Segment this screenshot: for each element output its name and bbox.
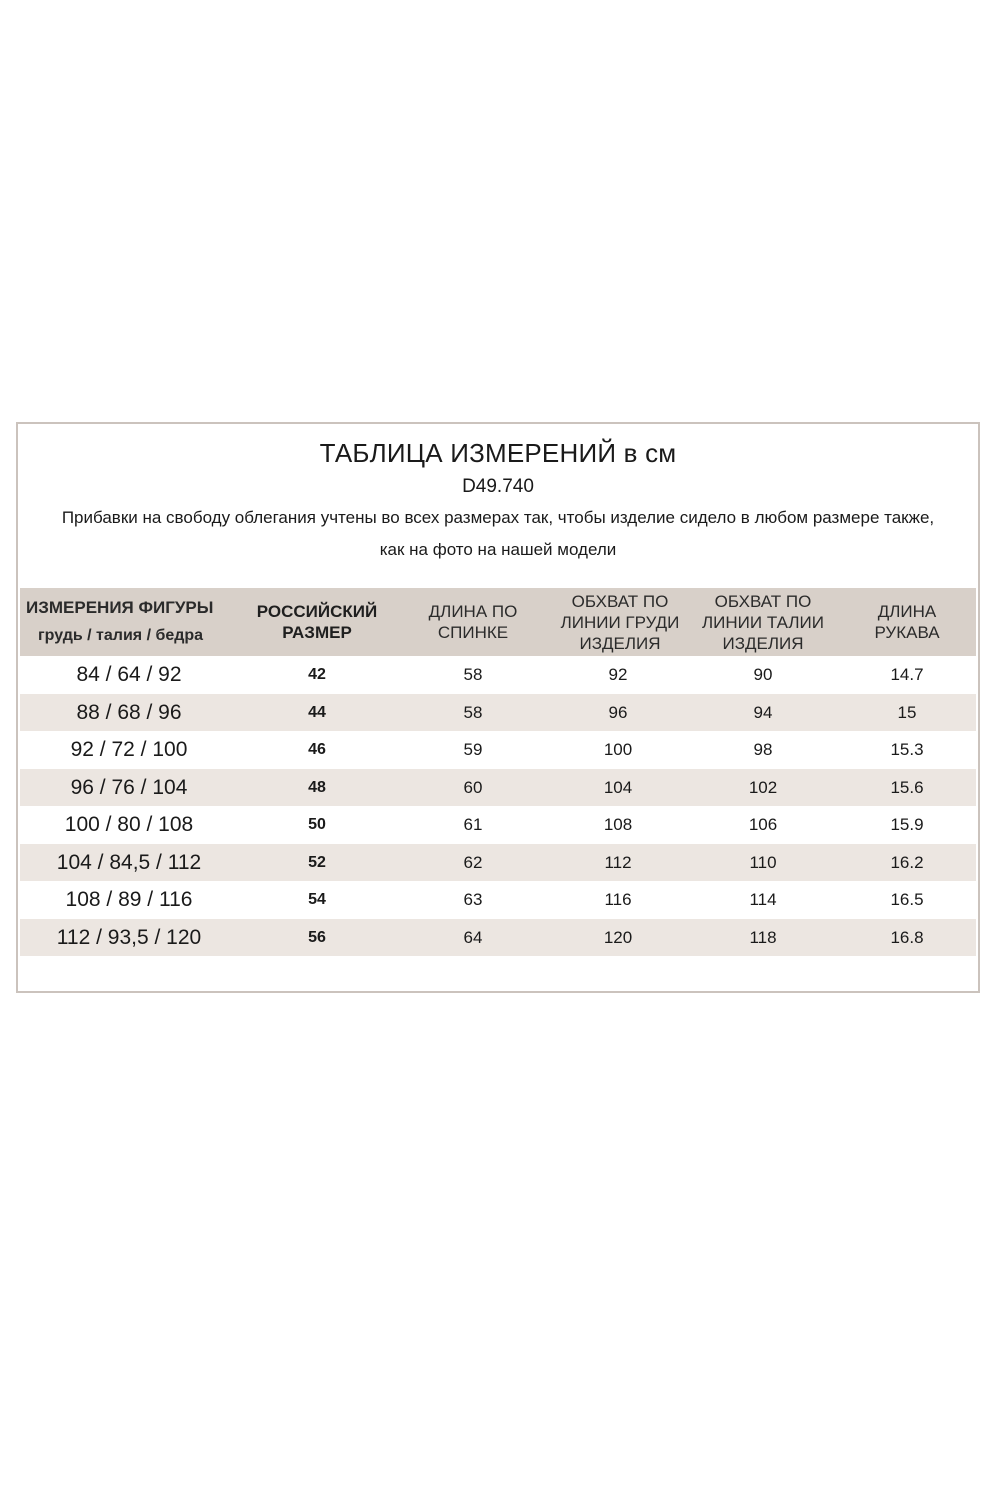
cell-waist-girth: 106 bbox=[748, 815, 778, 834]
chart-title: ТАБЛИЦА ИЗМЕРЕНИЙ в см bbox=[319, 438, 677, 468]
cell-back-length: 60 bbox=[463, 777, 483, 797]
cell-chest-girth: 120 bbox=[603, 927, 633, 947]
table-row bbox=[20, 844, 976, 882]
product-code: D49.740 bbox=[462, 476, 534, 497]
header-waist-girth-line-2: ЛИНИИ ТАЛИИ bbox=[702, 612, 824, 632]
cell-figure: 88 / 68 / 96 bbox=[76, 700, 182, 724]
fit-note-line-1: Прибавки на свободу облегания учтены во всех размерах так, чтобы изделие сидело в любом размере также, bbox=[61, 508, 935, 527]
table-row bbox=[20, 881, 976, 919]
table-body bbox=[20, 656, 976, 956]
cell-waist-girth: 114 bbox=[749, 890, 777, 909]
fit-note bbox=[18, 502, 978, 566]
cell-sleeve-length: 15 bbox=[897, 702, 917, 722]
cell-back-length: 64 bbox=[463, 927, 483, 947]
cell-chest-girth: 112 bbox=[604, 852, 632, 872]
cell-chest-girth: 108 bbox=[603, 815, 633, 834]
cell-sleeve-length: 16.2 bbox=[890, 852, 924, 872]
cell-size: 54 bbox=[308, 891, 326, 908]
header-chest-girth-line-3: ИЗДЕЛИЯ bbox=[579, 633, 661, 653]
header-waist-girth-line-1: ОБХВАТ ПО bbox=[714, 591, 812, 611]
cell-sleeve-length: 15.9 bbox=[890, 815, 924, 834]
header-sleeve-length-line-1: ДЛИНА bbox=[877, 602, 937, 621]
cell-waist-girth: 118 bbox=[749, 927, 777, 947]
table-row bbox=[20, 919, 976, 957]
cell-sleeve-length: 15.6 bbox=[890, 777, 924, 797]
cell-size: 42 bbox=[308, 666, 326, 683]
cell-size: 46 bbox=[308, 741, 326, 758]
cell-sleeve-length: 14.7 bbox=[890, 665, 924, 684]
cell-chest-girth: 96 bbox=[608, 702, 628, 722]
header-back-length-line-2: СПИНКЕ bbox=[437, 623, 509, 642]
header-sleeve-length bbox=[832, 588, 982, 656]
cell-figure: 100 / 80 / 108 bbox=[64, 813, 194, 836]
cell-size: 52 bbox=[308, 853, 326, 871]
table-row bbox=[20, 769, 976, 807]
cell-back-length: 58 bbox=[463, 665, 483, 684]
header-sleeve-length-line-2: РУКАВА bbox=[874, 623, 940, 642]
cell-figure: 92 / 72 / 100 bbox=[70, 738, 188, 761]
cell-figure: 104 / 84,5 / 112 bbox=[56, 850, 202, 874]
cell-size: 50 bbox=[308, 816, 326, 833]
cell-figure: 96 / 76 / 104 bbox=[70, 775, 188, 799]
cell-back-length: 62 bbox=[463, 852, 483, 872]
cell-sleeve-length: 16.5 bbox=[890, 890, 924, 909]
cell-waist-girth: 90 bbox=[753, 665, 773, 684]
cell-chest-girth: 116 bbox=[604, 890, 632, 909]
cell-chest-girth: 100 bbox=[603, 740, 633, 759]
table-row bbox=[20, 731, 976, 769]
cell-sleeve-length: 15.3 bbox=[890, 740, 924, 759]
header-waist-girth-line-3: ИЗДЕЛИЯ bbox=[722, 633, 804, 653]
cell-waist-girth: 110 bbox=[749, 852, 777, 872]
header-chest-girth-line-2: ЛИНИИ ГРУДИ bbox=[560, 612, 680, 632]
header-figure-measurements bbox=[20, 588, 238, 656]
cell-waist-girth: 94 bbox=[753, 702, 773, 722]
table-row bbox=[20, 694, 976, 732]
header-russian-size-line-2: РАЗМЕР bbox=[282, 623, 352, 642]
cell-back-length: 63 bbox=[463, 890, 483, 909]
cell-waist-girth: 98 bbox=[753, 740, 773, 759]
cell-size: 48 bbox=[308, 778, 326, 796]
header-back-length bbox=[398, 588, 548, 656]
header-figure-subtitle: грудь / талия / бедра bbox=[38, 627, 204, 644]
header-chest-girth-line-1: ОБХВАТ ПО bbox=[571, 591, 669, 611]
cell-chest-girth: 92 bbox=[608, 665, 628, 684]
cell-back-length: 58 bbox=[463, 702, 483, 722]
cell-back-length: 61 bbox=[463, 815, 483, 834]
table-header bbox=[20, 588, 976, 656]
cell-size: 44 bbox=[308, 703, 326, 721]
fit-note-line-2: как на фото на нашей модели bbox=[379, 540, 617, 559]
size-chart-panel bbox=[16, 422, 980, 993]
header-waist-girth bbox=[688, 588, 838, 656]
header-chest-girth bbox=[540, 588, 700, 656]
header-back-length-line-1: ДЛИНА ПО bbox=[428, 602, 518, 621]
cell-sleeve-length: 16.8 bbox=[890, 927, 924, 947]
cell-back-length: 59 bbox=[463, 740, 483, 759]
header-russian-size-line-1: РОССИЙСКИЙ bbox=[256, 602, 378, 621]
cell-waist-girth: 102 bbox=[748, 777, 778, 797]
cell-figure: 84 / 64 / 92 bbox=[76, 663, 182, 686]
cell-size: 56 bbox=[308, 928, 326, 946]
cell-figure: 112 / 93,5 / 120 bbox=[56, 925, 202, 949]
header-figure-title: ИЗМЕРЕНИЯ ФИГУРЫ bbox=[26, 598, 214, 617]
cell-chest-girth: 104 bbox=[603, 777, 633, 797]
header-russian-size bbox=[242, 588, 392, 656]
table-row bbox=[20, 656, 976, 694]
table-row bbox=[20, 806, 976, 844]
cell-figure: 108 / 89 / 116 bbox=[65, 888, 193, 911]
